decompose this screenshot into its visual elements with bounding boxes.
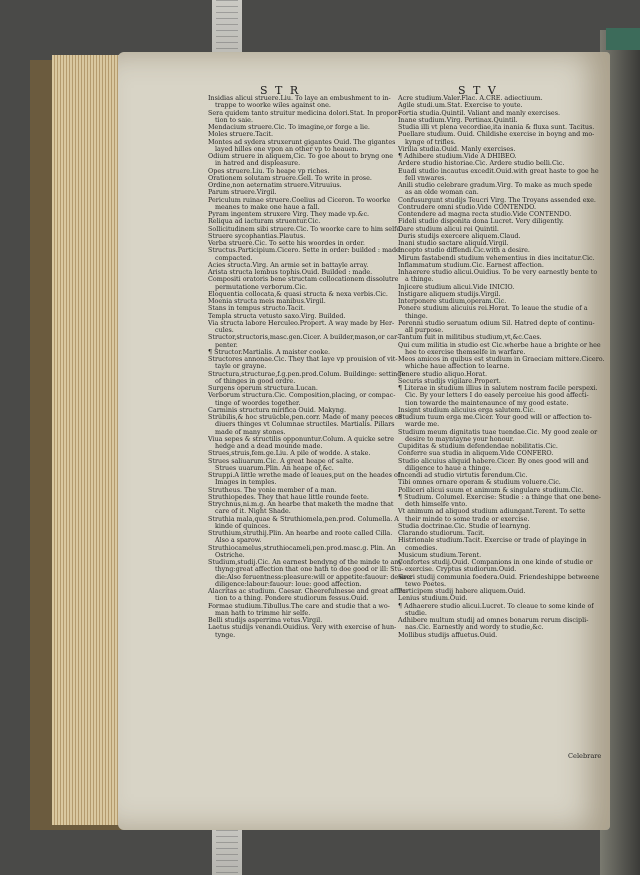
entry-line: Confortes studij.Ouid. Companions in one kinde of studie or bbox=[398, 559, 593, 566]
entry-line: diligence to haue a thinge. bbox=[405, 464, 492, 472]
entry-line: Verba struere.Cic. To sette his woordes in order. bbox=[208, 240, 365, 247]
entry-line: Arista structa lembus tophis.Ouid. Builded : made. bbox=[208, 269, 373, 276]
entry-line: Adhibere multum studij ad omnes bonarum rerum discipli- bbox=[398, 617, 589, 624]
entry-line: Cic. By your letters I do easely perceiue his good affecti- bbox=[405, 392, 589, 400]
entry-line: whiche haue affection to learne. bbox=[405, 363, 510, 371]
entry-line: Formae studium.Tibullus.The care and studie that a wo- bbox=[208, 602, 390, 610]
entry-line: Strûbilis,& hoc struûcble,pen.corr. Made of many peeces or bbox=[208, 414, 402, 421]
entry-line: comedies. bbox=[405, 544, 438, 552]
entry-line: their minde to some trade or exercise. bbox=[405, 515, 530, 523]
entry-line: Fideli studio disponita dona Lucret. Very diligently. bbox=[398, 218, 564, 226]
entry-line: Incendi ad studio virtutis ferendum.Cic. bbox=[398, 472, 528, 479]
entry-line: Studium,studij.Cic. An earnest bendyng of the minde to any bbox=[208, 559, 403, 566]
entry-line: Laetus studijs venandi.Ouidius. Very with exercise of hun- bbox=[208, 624, 397, 632]
entry-line: Anili studio celebrare gradum.Virg. To make as much spede bbox=[398, 182, 593, 189]
entry-line: nas.Cic. Earnestly and wordy to studie,&c. bbox=[405, 624, 544, 632]
entry-line: of thinges in good ordre. bbox=[215, 377, 296, 385]
entry-line: diligence:labour:fauour: loue: good affection. bbox=[215, 580, 362, 588]
entry-line: studie. bbox=[405, 609, 427, 617]
entry-line: Strues,struis,fem.ge.Liu. A pile of wodde. A stake. bbox=[208, 450, 371, 458]
entry-line: Strues uuarum.Plin. An heape of,&c. bbox=[215, 464, 334, 472]
entry-line: Studia illi vt plena vecordiae,ita inania & fluxa sunt. Tacitus. bbox=[398, 124, 595, 131]
entry-line: Opes struere.Liu. To heape vp riches. bbox=[208, 167, 330, 175]
left-column bbox=[208, 95, 418, 639]
entry-line: Parum struere.Virgil. bbox=[208, 189, 277, 197]
entry-line: Also a sparow. bbox=[215, 537, 262, 545]
entry-line: diuers thinges vt Columnae structiles. Martialis. Pillars bbox=[215, 421, 395, 429]
entry-line: Sera quidem tanto struitur medicina dolori.Stat. In propor- bbox=[208, 109, 400, 117]
entry-line: kynge of trifles. bbox=[405, 138, 456, 146]
entry-line: thinge. bbox=[405, 312, 428, 320]
entry-line: Perenni studio seruatum odium Sil. Hatred depte of continu- bbox=[398, 319, 595, 327]
entry-line: Insidias alicui struere.Liu. To laye an embushment to in- bbox=[208, 95, 391, 102]
entry-line: desire to mayntayne your honour. bbox=[405, 435, 515, 443]
entry-line: Tenere studio aliquo.Horat. bbox=[398, 370, 488, 378]
entry-line: Inflammatum studium.Cic. Earnest affection. bbox=[398, 261, 544, 269]
entry-line: Vt animum ad aliquod studium adiungant.Terent. To sette bbox=[398, 508, 586, 516]
entry-line: exercise. Cryptus studiorum.Ouid. bbox=[405, 566, 517, 574]
entry-line: thyng:great affection that one hath to doe good or ill: Stu- bbox=[215, 566, 404, 574]
entry-line: Compositi oratoris bene structam collocationem dissolutre bbox=[208, 276, 399, 284]
entry-line: Mendacium struere.Cic. To imagine,or forge a lie. bbox=[208, 124, 370, 131]
entry-line: Viua sepes & structilis opponuntur.Colum. A quicke setre bbox=[208, 435, 395, 443]
entry-line: Verborum structura.Cic. Composition,placing, or compac- bbox=[208, 392, 396, 400]
entry-line: Musicum studium.Terent. bbox=[398, 551, 482, 559]
entry-line: Confusurgunt studijs Teucri Virg. The Troyans assended exe. bbox=[398, 196, 596, 204]
entry-line: cules. bbox=[215, 327, 234, 334]
entry-line: Incepto studio diffendi.Cic.with a desire. bbox=[398, 247, 530, 255]
entry-line: Conferre sua studia in aliquem.Vide CONFERO. bbox=[398, 450, 554, 458]
entry-line: deth himselfe vnto. bbox=[405, 501, 468, 508]
entry-line: Acies structa.Virg. An armie set in battayle array. bbox=[208, 261, 369, 269]
entry-line: Reliqua ad iacturam struentur.Cic. bbox=[208, 218, 321, 226]
entry-line: tayle or grayne. bbox=[215, 363, 267, 371]
entry-line: Struthiocamelus,struthiocameli,pen.prod.masc.g. Plin. An bbox=[208, 544, 396, 552]
catchword: Celebrare bbox=[568, 752, 602, 760]
entry-line: ¶ Structor.Martialis. A maister cooke. bbox=[208, 348, 331, 356]
entry-line: Participem studij habere aliquem.Ouid. bbox=[398, 588, 526, 595]
entry-line: Strues saliuarum.Cic. A great heape of salte. bbox=[208, 457, 354, 465]
entry-line: Tantum fuit in militibus studium,vt,&c.Caes. bbox=[398, 334, 542, 342]
entry-line: made of many stones. bbox=[215, 428, 286, 436]
left-running-head: S T R bbox=[260, 84, 301, 97]
entry-line: ¶ Literae in studium illius in salutem nostram facile perspexi. bbox=[398, 385, 598, 392]
entry-line: ¶ Studium. Columel. Exercise: Studie : a thinge that one bene- bbox=[398, 493, 601, 501]
scale-ruler-top bbox=[212, 0, 242, 58]
entry-line: Lenius studium.Ouid. bbox=[398, 595, 468, 603]
entry-line: ¶ Adhibere studium.Vide A DHIBEO. bbox=[398, 153, 517, 160]
entry-line: Interponere studium,operam.Cic. bbox=[398, 298, 507, 305]
entry-line: Euadi studio incautus excedit.Ouid.with great haste to goe he bbox=[398, 167, 599, 175]
entry-line: Contendere ad magna recta studio.Vide CONTENDO. bbox=[398, 211, 572, 218]
entry-line: hee to exercise themselfe in warfare. bbox=[405, 348, 526, 356]
entry-line: Studia doctrinae.Cic. Studie of learnyng. bbox=[398, 522, 531, 530]
entry-line: Pyram ingentem struxere Virg. They made vp.&c. bbox=[208, 211, 370, 218]
entry-line: tion towarde the maintenaunce of my good estate. bbox=[405, 399, 569, 407]
entry-line: Qui cum militia in studio est Cic.wherbe haue a brighte or hee bbox=[398, 341, 601, 349]
entry-line: Contrudere omni studio.Vide CONTENDO. bbox=[398, 203, 537, 211]
entry-line: Dare studium alicui rei Quintil. bbox=[398, 225, 499, 233]
entry-line: Virilia studia.Ouid. Manly exercises. bbox=[398, 145, 516, 153]
entry-line: as an olde woman can. bbox=[405, 189, 479, 197]
entry-line: Struere sycophantias.Plautus. bbox=[208, 232, 306, 240]
entry-line: die:Also feruentness:pleasure:will or appetite:fauour: desire: bbox=[215, 573, 413, 581]
entry-line: kinde of quinces. bbox=[215, 522, 271, 530]
entry-line: warde me. bbox=[405, 421, 440, 429]
entry-line: Ponere studium alicuius rei.Horat. To leaue the studie of a bbox=[398, 305, 588, 313]
entry-line: Odium struere in aliquem,Cic. To goe about to bryng one bbox=[208, 153, 394, 160]
entry-line: Structus.Participium.Cicero. Sette in order: builded : made: bbox=[208, 247, 402, 255]
entry-line: Securis studijs vigilare.Propert. bbox=[398, 377, 501, 385]
entry-line: Orationem solutam struere.Gell. To write in prose. bbox=[208, 174, 372, 182]
entry-line: Carminis structura mirifica Ouid. Makyng. bbox=[208, 406, 347, 414]
entry-line: tewo Poetes. bbox=[405, 580, 447, 588]
entry-line: tion to saie. bbox=[215, 116, 254, 124]
entry-line: Surgens operum structura.Lucan. bbox=[208, 385, 318, 392]
entry-line: Moenia structa meis manibus.Virgil. bbox=[208, 298, 326, 305]
entry-line: Templa structa vetusto saxo.Virg. Builded. bbox=[208, 312, 346, 320]
entry-line: Ardere studio historiae.Cic. Ardere studio belli.Cic. bbox=[398, 160, 565, 168]
right-column bbox=[398, 95, 608, 639]
entry-line: Structura,structurae,f.g.pen.prod.Colum. Buildinge: settinge bbox=[208, 370, 406, 378]
entry-line: Belli studijs asperrima vetus.Virgil. bbox=[208, 617, 323, 624]
entry-line: man hath to trimme hir selfe. bbox=[215, 609, 311, 617]
entry-line: trappe to woorke wiles against one. bbox=[215, 102, 331, 110]
entry-line: a thinge. bbox=[405, 276, 434, 284]
entry-line: Struthia mala,quae & Struthiomela,pen.prod. Columella. A bbox=[208, 515, 399, 523]
entry-line: hedge and a dead mounde made. bbox=[215, 443, 323, 450]
entry-line: care of it. Night Shade. bbox=[215, 508, 291, 516]
entry-line: Inhaerere studio alicui.Ouidius. To be very earnestly bente to bbox=[398, 269, 598, 276]
entry-line: ¶ Adhaerere studio alicui.Lucret. To cleaue to some kinde of bbox=[398, 602, 594, 610]
entry-line: Puellare studium. Ouid. Childishe exercise in boyng and mo- bbox=[398, 131, 595, 139]
entry-line: meanes to make one haue a fall. bbox=[215, 203, 320, 211]
entry-line: tynge. bbox=[215, 631, 236, 639]
entry-line: layed hilles one vpon an other vp to heauen. bbox=[215, 145, 359, 153]
entry-line: Sacri studij communia foedera.Ouid. Friendeshippe betweene bbox=[398, 573, 600, 581]
entry-line: Alacritas ac studium. Caesar. Cheerefulnesse and great affec- bbox=[208, 588, 409, 595]
entry-line: in hatred and displeasure. bbox=[215, 160, 301, 168]
entry-line: Studium meum dignitatis tuae tuendae.Cic. My good zeale or bbox=[398, 428, 598, 436]
entry-line: Acre studium.Valer.Flac. A.CRE. adiectiuum. bbox=[398, 95, 543, 102]
entry-line: Stans in tempus structo.Tacit. bbox=[208, 305, 306, 313]
entry-line: Studio alicuius aliquid habere.Cicer. By ones good will and bbox=[398, 457, 589, 465]
entry-line: Strychnus,ni.m.g. An hearbe that maketh the madne that bbox=[208, 501, 394, 508]
entry-line: penter. bbox=[215, 341, 238, 349]
entry-line: Studium tuum erga me.Cicer. Your good will or affection to- bbox=[398, 414, 592, 421]
entry-line: compacted. bbox=[215, 254, 253, 262]
scale-ruler-bottom bbox=[212, 830, 242, 875]
entry-line: Clarando studiorum. Tacit. bbox=[398, 530, 485, 537]
entry-line: Montes ad sydera struxerunt gigantes Ouid. The gigantes bbox=[208, 138, 396, 146]
entry-line: Histrionale studium.Tacit. Exercise or trade of playinge in bbox=[398, 537, 587, 545]
entry-line: tinge of woordes together. bbox=[215, 399, 301, 407]
entry-line: permutatione verborum.Cic. bbox=[215, 283, 308, 291]
entry-line: tion to a thing. Pondere studiorum fessus.Ouid. bbox=[215, 595, 369, 603]
entry-line: Periculum ruinae struere.Coelius ad Ciceron. To woorke bbox=[208, 196, 391, 204]
entry-line: Inani studio sactare aliquid.Virgil. bbox=[398, 240, 509, 247]
entry-line: Meos amicos in quibus est studium in Graeciam mittere.Cicero. bbox=[398, 356, 605, 363]
entry-line: Instigare aliquem studijs.Virgil. bbox=[398, 290, 501, 298]
entry-line: Duris studijs exercere aliquem.Claud. bbox=[398, 232, 521, 240]
entry-line: Inane studium.Virg. Pertinax.Quintil. bbox=[398, 116, 518, 124]
entry-line: Mollibus studijs affuetus.Ouid. bbox=[398, 631, 498, 639]
entry-line: Strutheus. The yonie member of a man. bbox=[208, 486, 337, 494]
entry-line: Eloquentia collocata,& quasi structa & nexa verbis.Cic. bbox=[208, 290, 388, 298]
entry-line: Ordine,non aeternatim struere.Vitruuius. bbox=[208, 182, 342, 189]
entry-line: Injicere studium alicui.Vide INICIO. bbox=[398, 283, 515, 291]
entry-line: Moles struere.Tacit. bbox=[208, 131, 273, 139]
entry-line: Tibi omnes ornare operam & studium voluere.Cic. bbox=[398, 479, 561, 487]
entry-line: Via structa labore Herculeo.Propert. A way made by Her- bbox=[208, 319, 395, 327]
bookmark-tab bbox=[606, 28, 640, 50]
entry-line: Fortia studia.Quintil. Valiant and manly exercises. bbox=[398, 109, 561, 117]
entry-line: Mirum fastabendi studium vehementius in dies incitatur.Cic. bbox=[398, 254, 595, 262]
entry-line: fell vnwares. bbox=[405, 174, 447, 182]
entry-line: Polliceri alicui suum et animum & singulare studium.Cic. bbox=[398, 486, 584, 494]
right-running-head: S T V bbox=[458, 84, 498, 97]
entry-line: Ostriche. bbox=[215, 551, 245, 559]
entry-line: Structor,structoris,masc.gen.Cicer. A builder,mason,or car- bbox=[208, 334, 400, 342]
entry-line: Images in temples. bbox=[215, 479, 277, 487]
entry-line: Insignt studium alicuius erga salutem.Cic. bbox=[398, 406, 536, 414]
entry-line: Cupiditas & studium defendendae nobilitatis.Cic. bbox=[398, 443, 558, 450]
entry-line: Struthium,struthij.Plin. An hearbe and roote called Cilla. bbox=[208, 530, 393, 537]
entry-line: Sollicitudinem sibi struere.Cic. To woorke care to him selfe. bbox=[208, 225, 403, 233]
entry-line: Struppi.A little wrethe made of leaues,put on the heades of bbox=[208, 472, 401, 479]
entry-line: all purpose. bbox=[405, 327, 444, 334]
entry-line: Structores annonae.Cic. They that laye vp prouision of vit- bbox=[208, 356, 398, 363]
entry-line: Agile studi.um.Stat. Exercise to youte. bbox=[398, 102, 523, 110]
entry-line: Struthiopedes. They that haue little rounde feete. bbox=[208, 493, 369, 501]
